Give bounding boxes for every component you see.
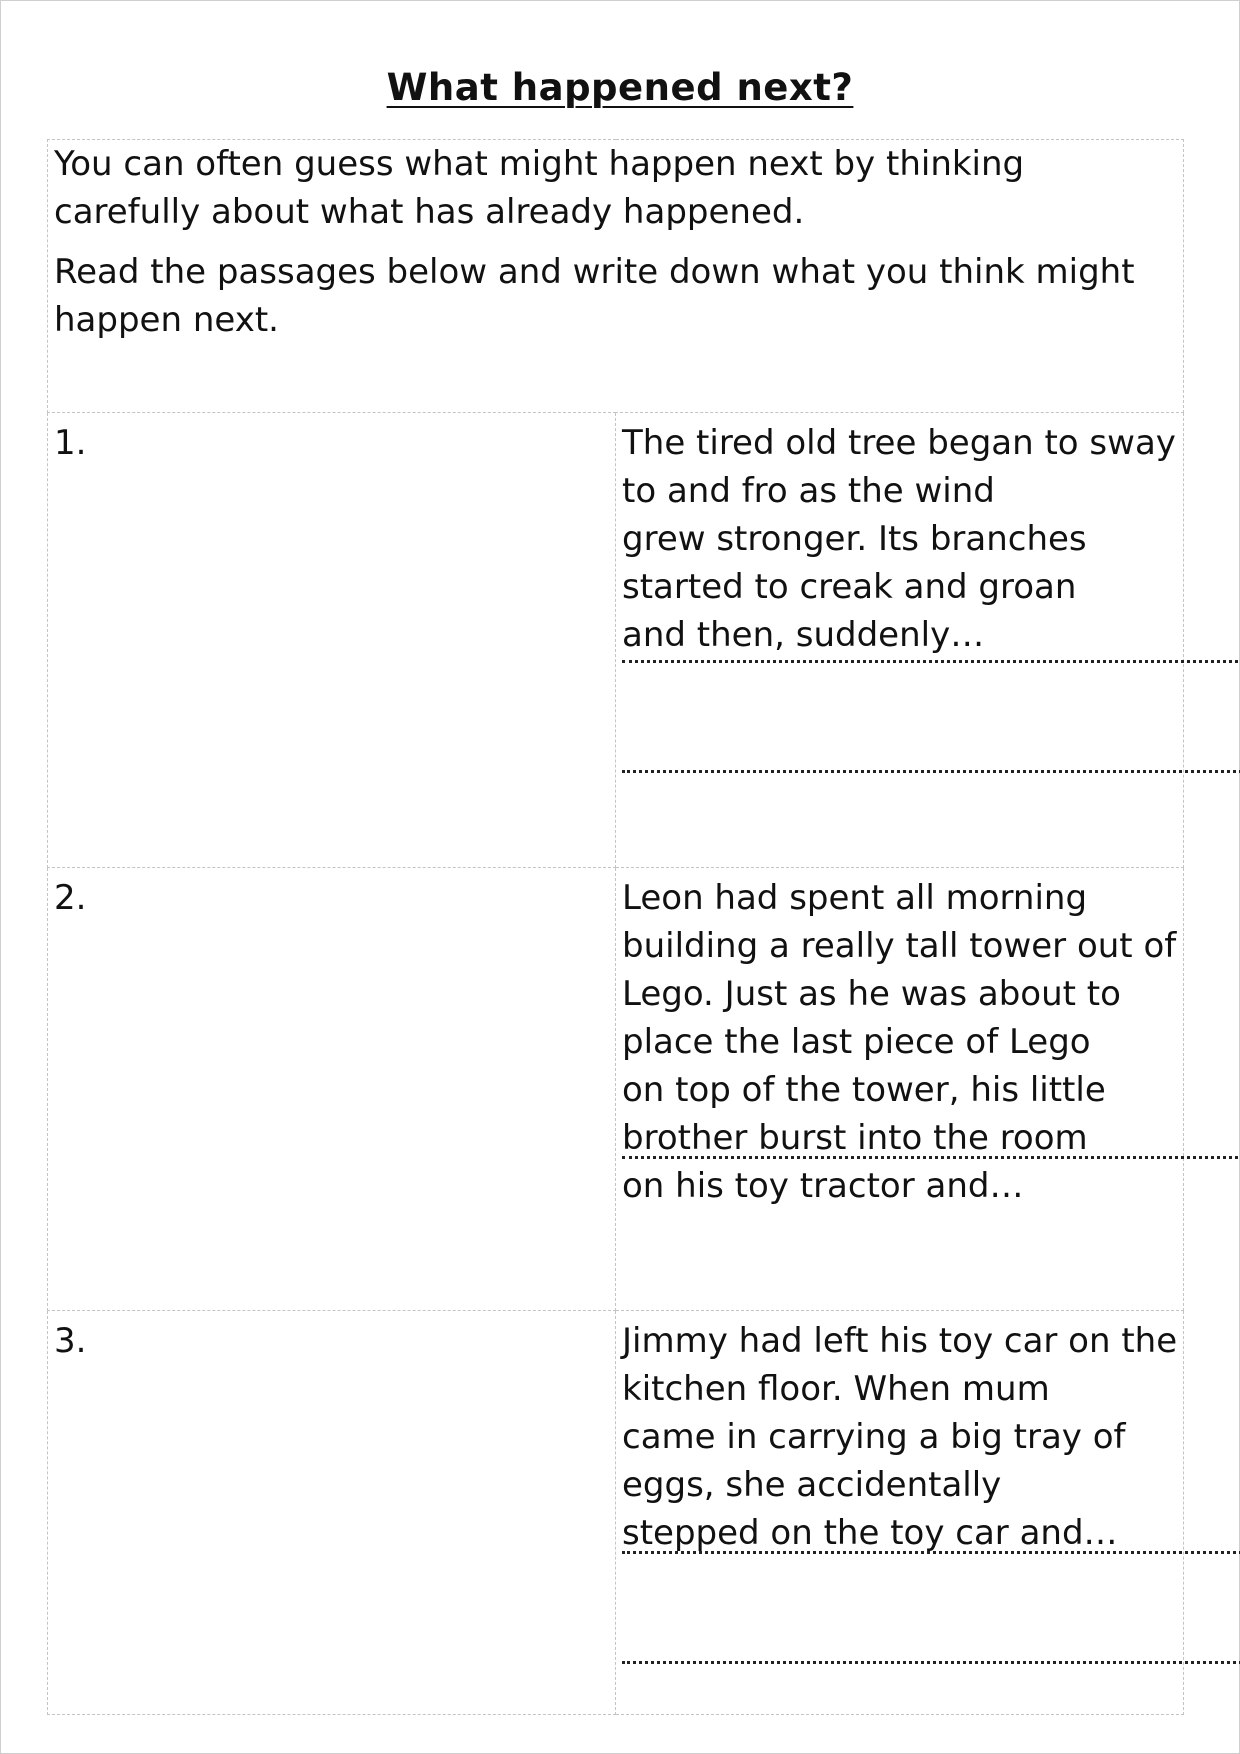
question-row-1 xyxy=(48,413,1184,868)
question-text-line: on top of the tower, his little brother burst into the room xyxy=(622,1070,1106,1158)
worksheet-title-text: What happened next? xyxy=(386,66,854,109)
question-number: 3. xyxy=(48,1311,616,1715)
intro-row xyxy=(48,140,1184,413)
question-cell-2 xyxy=(616,868,1184,1311)
question-text-line: The tired old tree began to sway to and fro as the wind xyxy=(622,423,1176,511)
answer-line[interactable] xyxy=(622,1661,1240,1664)
answer-line[interactable] xyxy=(622,1551,1240,1554)
question-text-line: and then, suddenly… xyxy=(622,615,985,655)
question-text-line: on his toy tractor and… xyxy=(622,1166,1024,1206)
worksheet-table xyxy=(47,139,1184,1715)
intro-text-line: happen next. xyxy=(54,300,279,340)
question-number: 2. xyxy=(48,868,616,1311)
question-row-3 xyxy=(48,1311,1184,1715)
worksheet-title xyxy=(0,64,1240,112)
intro-text-line: You can often guess what might happen next by thinking xyxy=(54,144,1025,184)
question-row-2 xyxy=(48,868,1184,1311)
answer-line[interactable] xyxy=(622,1156,1240,1159)
answer-line[interactable] xyxy=(622,660,1240,663)
question-cell-3 xyxy=(616,1311,1184,1715)
question-text-line: Leon had spent all morning building a really tall tower out of xyxy=(622,878,1177,966)
question-cell-1 xyxy=(616,413,1184,868)
question-text-line: Jimmy had left his toy car on the kitchen floor. When mum xyxy=(622,1321,1178,1409)
question-text-line: grew stronger. Its branches started to creak and groan xyxy=(622,519,1087,607)
question-number: 1. xyxy=(48,413,616,868)
question-text-line: stepped on the toy car and… xyxy=(622,1513,1118,1553)
intro-cell xyxy=(48,140,1184,413)
intro-text-line: Read the passages below and write down what you think might xyxy=(54,252,1135,292)
question-text-line: Lego. Just as he was about to place the last piece of Lego xyxy=(622,974,1121,1062)
intro-text-line: carefully about what has already happened. xyxy=(54,192,805,232)
question-text-line: came in carrying a big tray of eggs, she accidentally xyxy=(622,1417,1126,1505)
answer-line[interactable] xyxy=(622,770,1240,773)
